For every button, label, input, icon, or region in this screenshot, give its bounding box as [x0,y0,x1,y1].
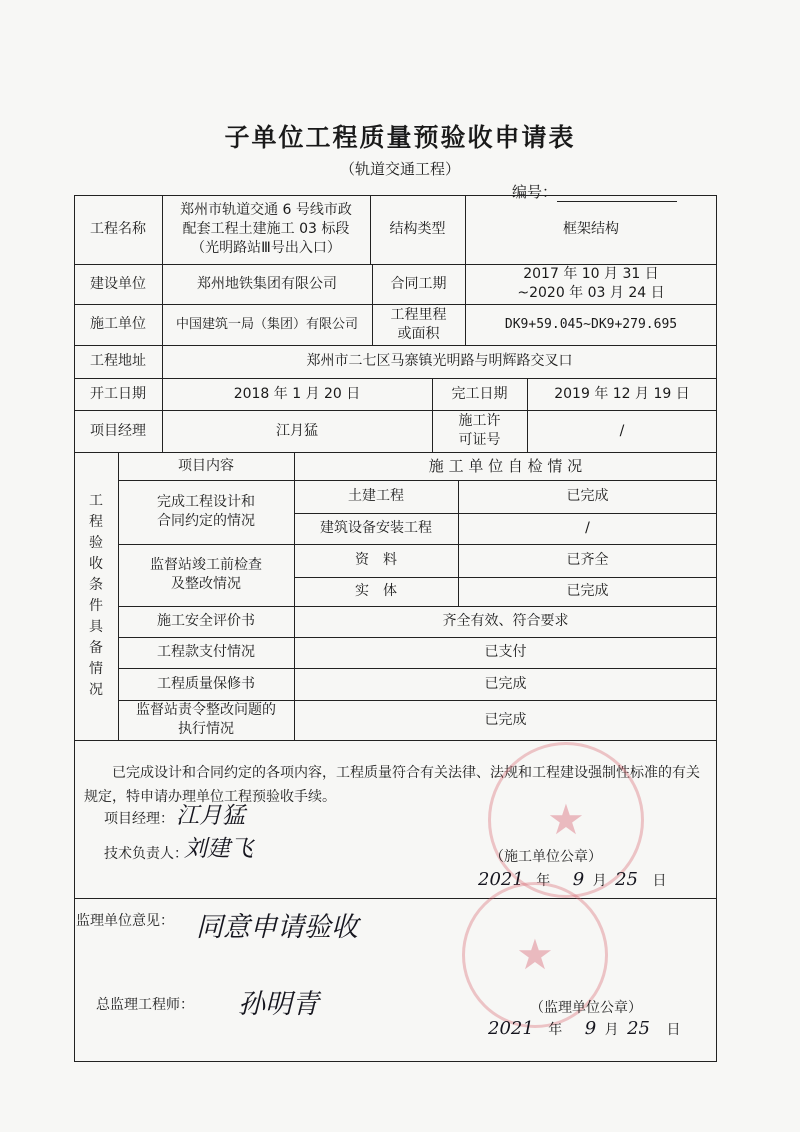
supervisor-date-month-suffix: 月 [604,1022,619,1038]
payment-label: 工程款支付情况 [157,644,255,660]
structure-type-value: 框架结构 [563,221,619,237]
builder-value: 郑州地铁集团有限公司 [197,275,337,292]
item-label-line: 完成工程设计和 [157,494,255,510]
mileage-label [372,304,465,345]
manager-label: 项目经理 [90,422,146,439]
tech-lead-label: 技术负责人： [104,846,188,862]
mileage-value: DK9+59.045~DK9+279.695 [504,317,678,332]
project-name-value [162,195,370,264]
side-char: 验 [89,535,103,551]
equipment-install-label: 建筑设备安装工程 [320,520,432,536]
rectification-value: 已完成 [484,711,527,728]
supervisor-date [488,1018,680,1039]
project-manager-label: 项目经理： [104,811,174,827]
side-char: 情 [89,661,103,677]
star-icon: ★ [547,795,585,844]
form-subtitle: （轨道交通工程） [339,160,460,178]
rectification-label-line: 执行情况 [178,721,234,737]
supervisor-date-month: 9 [584,1018,597,1039]
finish-date-label: 完工日期 [451,385,508,402]
address-value: 郑州市二七区马寨镇光明路与明辉路交叉口 [306,353,573,369]
supervision-opinion-handwritten: 同意申请验收 [196,912,358,943]
design-contract-item [118,480,294,544]
contract-period-label: 合同工期 [390,275,447,292]
chief-engineer-signature: 孙明青 [238,989,319,1020]
row-line [74,740,717,741]
rectification-label-line: 监督站责令整改问题的 [136,702,276,718]
item-label-line: 监督站竣工前检查 [150,557,262,573]
side-char: 件 [89,598,103,614]
contractor-value: 中国建筑一局（集团）有限公司 [175,317,358,332]
star-icon: ★ [516,930,554,979]
permit-label-line: 可证号 [458,432,501,448]
contract-period-value [465,264,717,304]
project-name-line: （光明路站Ⅲ号出入口） [191,240,341,256]
tech-lead-signature: 刘建飞 [184,836,253,862]
form-title: 子单位工程质量预验收申请表 [224,123,576,152]
contractor-date-day: 25 [615,869,638,890]
form-number-label: 编号： [512,183,558,201]
side-char: 收 [89,556,103,572]
project-name-line: 配套工程土建施工 03 标段 [182,221,350,237]
mileage-label-line: 或面积 [397,325,440,342]
rectification-label [118,700,294,740]
manager-value: 江月猛 [276,422,318,439]
supervisor-date-day-suffix: 日 [666,1022,681,1038]
documents-value: 已齐全 [566,552,609,568]
payment-value: 已支付 [484,644,527,660]
contract-period-start: 2017 年 10 月 31 日 [523,266,659,282]
item-label-line: 及整改情况 [171,576,241,592]
declaration-text: 已完成设计和合同约定的各项内容，工程质量符合有关法律、法规和工程建设强制性标准的有关规定，特申请办理单位工程预验收手续。 [84,765,700,805]
item-content-header: 项目内容 [178,457,234,474]
permit-label-line: 施工许 [458,413,501,429]
supervisor-date-year: 2021 [488,1018,534,1039]
contractor-date-day-suffix: 日 [652,873,667,889]
warranty-label: 工程质量保修书 [157,675,255,692]
safety-eval-label: 施工安全评价书 [157,613,255,629]
permit-value: / [619,422,625,439]
supervisor-date-year-suffix: 年 [548,1022,563,1038]
contractor-label: 施工单位 [90,316,146,332]
side-char: 条 [89,577,103,593]
side-char: 工 [89,493,103,509]
side-char: 程 [89,514,103,530]
safety-eval-value: 齐全有效、符合要求 [442,613,569,629]
project-name-label: 工程名称 [90,221,146,237]
start-date-label: 开工日期 [90,385,146,402]
address-label: 工程地址 [90,353,146,369]
builder-label: 建设单位 [90,275,146,292]
side-char: 况 [89,682,103,698]
contract-period-end: ~2020 年 03 月 24 日 [517,285,665,301]
self-check-header: 施 工 单 位 自 检 情 况 [428,456,583,475]
contractor-date-year: 2021 [478,869,524,890]
contractor-seal-label: （施工单位公章） [490,849,602,865]
row-line [74,898,717,899]
side-char: 备 [89,640,103,656]
acceptance-side-label [74,452,118,740]
supervisor-date-day: 25 [627,1018,650,1039]
civil-works-label: 土建工程 [348,488,404,504]
contractor-date-month-suffix: 月 [592,873,607,889]
supervisor-seal-label: （监理单位公章） [530,1000,642,1016]
supervision-opinion-label: 监理单位意见： [76,913,174,929]
civil-works-value: 已完成 [566,488,609,504]
start-date-value: 2018 年 1 月 20 日 [233,385,361,402]
physical-value: 已完成 [566,583,609,599]
project-manager-signature: 江月猛 [176,803,245,829]
structure-type-label: 结构类型 [389,221,446,237]
permit-label [432,410,527,452]
side-char: 具 [89,619,103,635]
equipment-install-value: / [585,520,590,536]
supervision-inspection-item [118,544,294,606]
project-name-line: 郑州市轨道交通 6 号线市政 [180,202,352,218]
warranty-value: 已完成 [484,675,527,692]
mileage-label-line: 工程里程 [390,306,447,323]
documents-label: 资 料 [355,552,397,568]
item-label-line: 合同约定的情况 [157,513,255,529]
chief-engineer-label: 总监理工程师： [96,997,194,1013]
finish-date-value: 2019 年 12 月 19 日 [554,385,690,402]
contractor-date-month: 9 [572,869,585,890]
contractor-date-year-suffix: 年 [536,873,551,889]
physical-label: 实 体 [355,583,397,599]
